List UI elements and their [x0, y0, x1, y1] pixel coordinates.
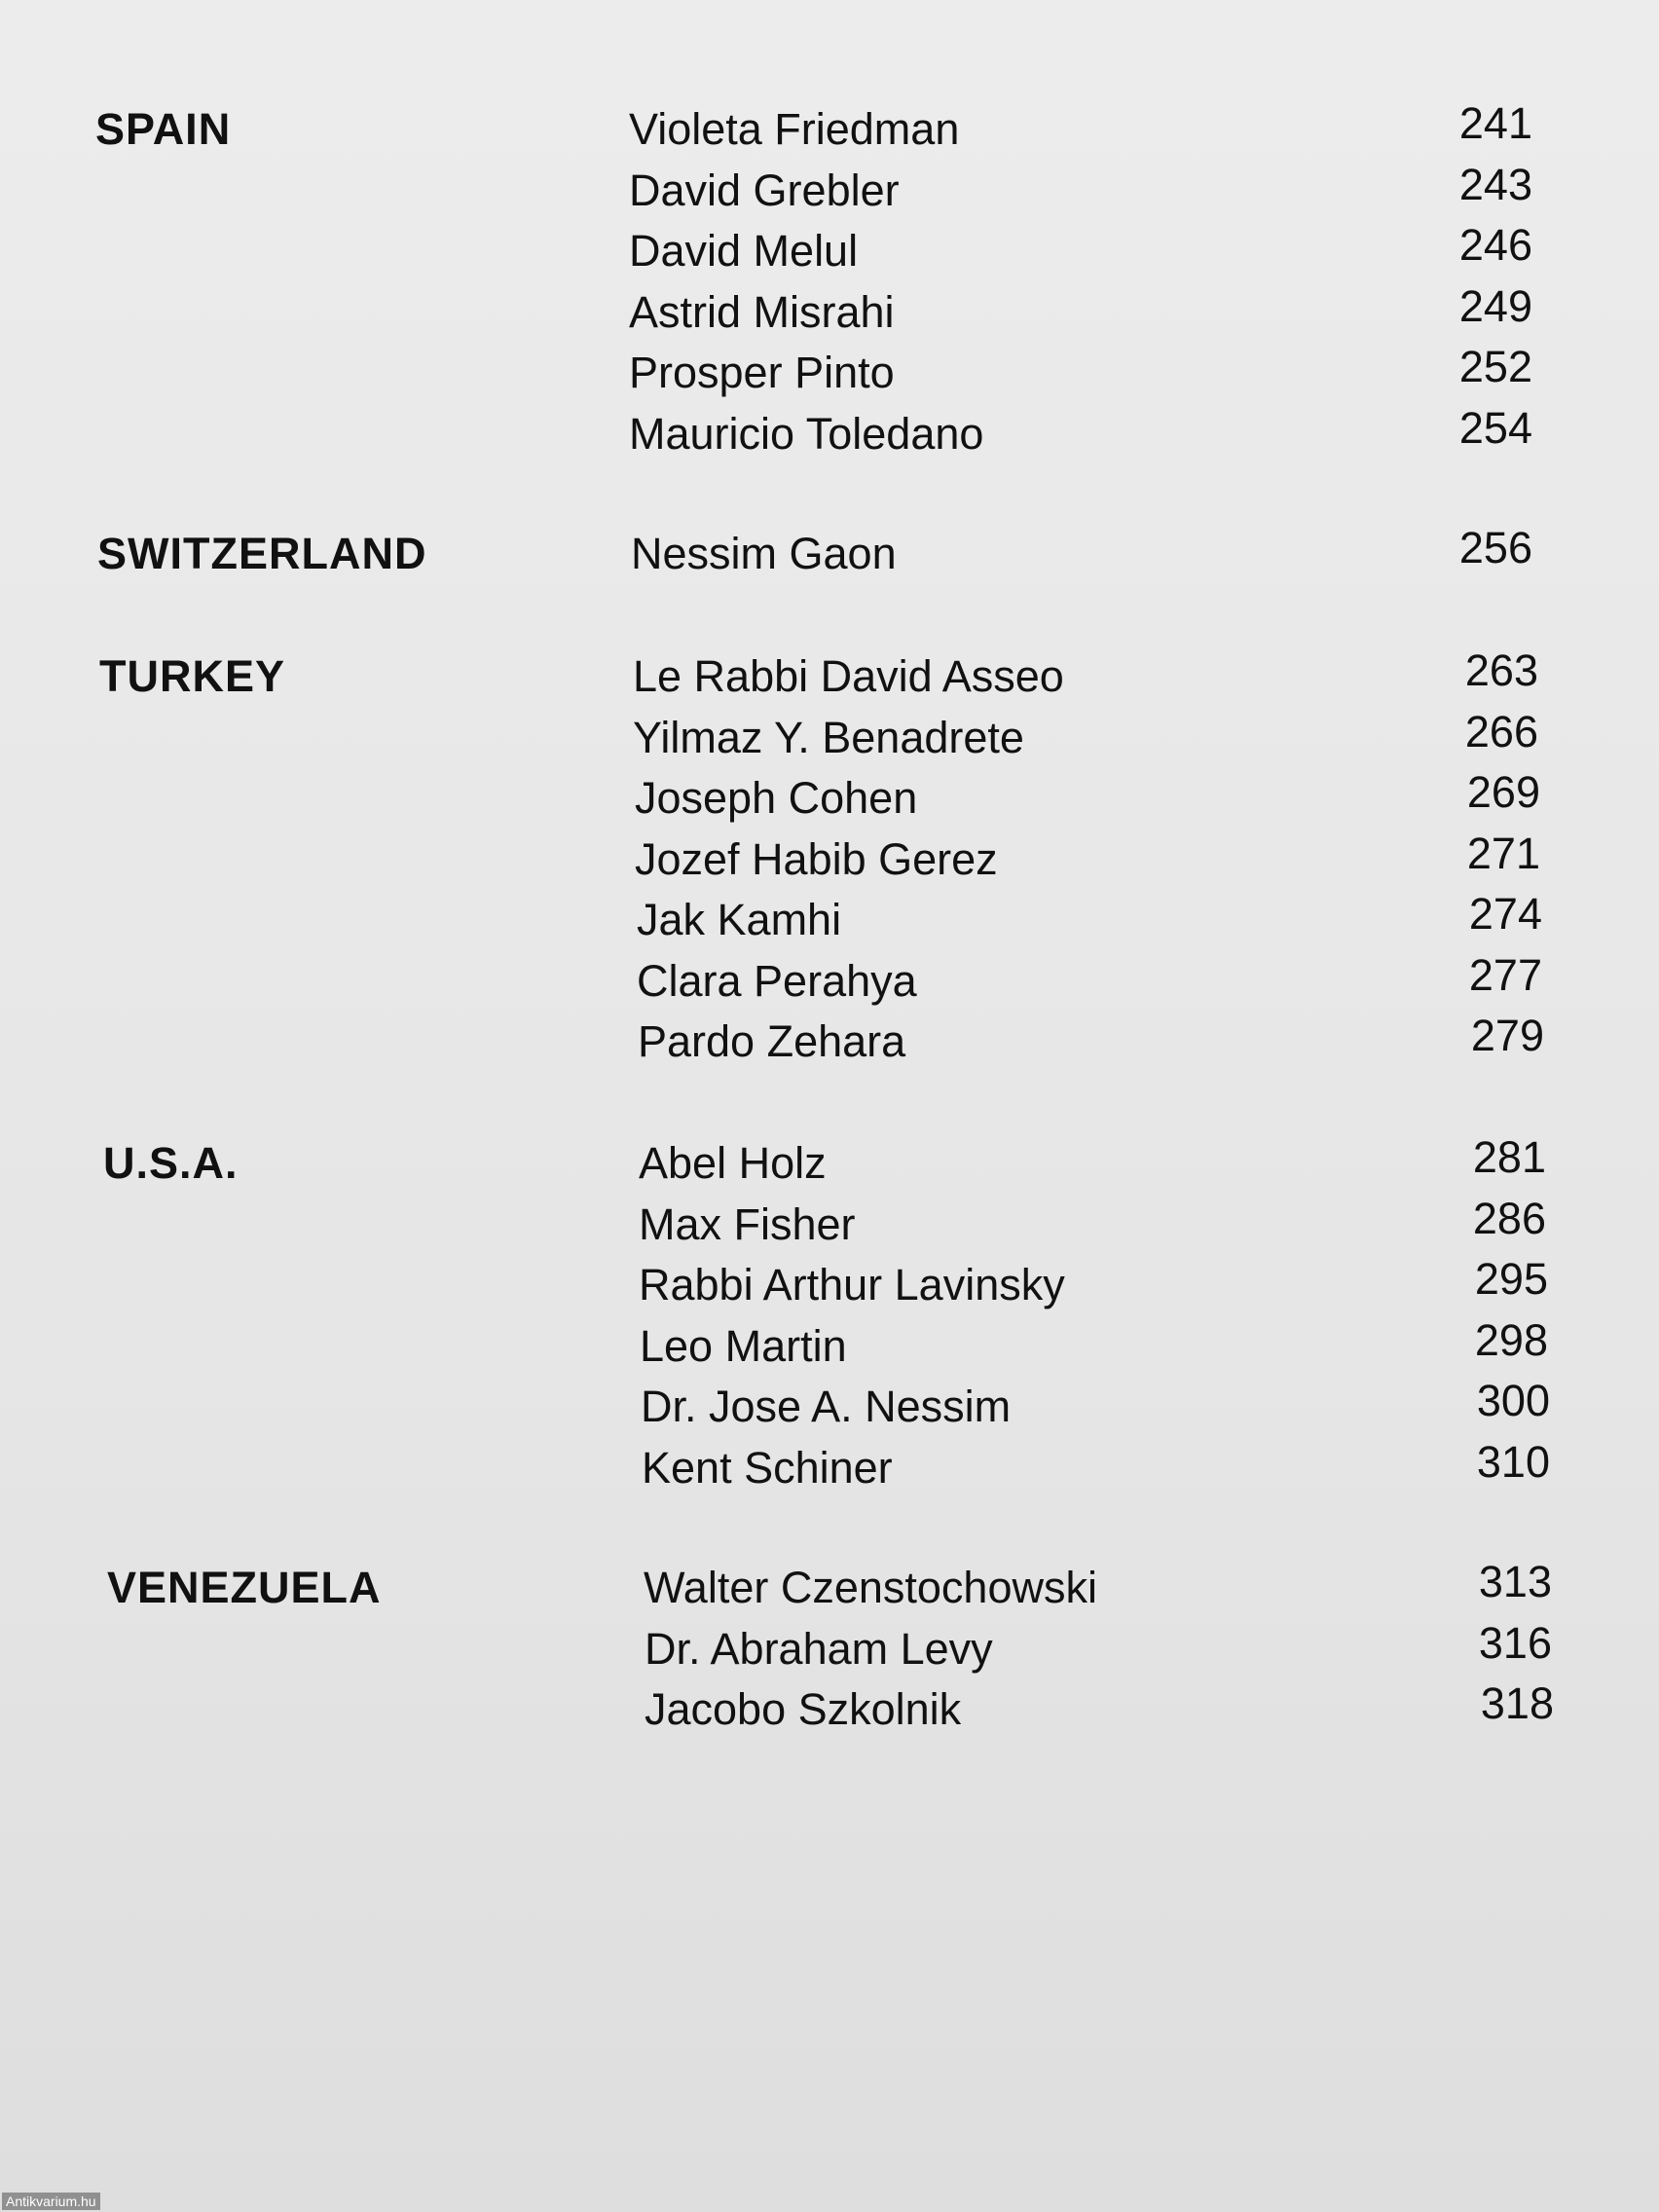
entry-name: David Grebler [629, 165, 900, 215]
entry-page-number: 246 [1458, 220, 1532, 270]
entry-name: Nessim Gaon [631, 529, 897, 578]
country-heading: TURKEY [99, 651, 286, 701]
entry-page-number: 279 [1470, 1011, 1544, 1060]
entry-page-number: 310 [1476, 1436, 1550, 1487]
toc-entry [0, 282, 1659, 344]
entry-name: Leo Martin [640, 1320, 847, 1371]
entry-name: Astrid Misrahi [629, 286, 895, 337]
entry-page-number: 298 [1474, 1314, 1548, 1365]
entry-page-number: 254 [1458, 402, 1532, 453]
toc-entry [0, 1012, 1659, 1073]
entry-page-number: 313 [1478, 1557, 1552, 1606]
entry-page-number: 266 [1464, 706, 1538, 756]
toc-entry [0, 768, 1659, 830]
entry-name: Jak Kamhi [637, 895, 842, 944]
entry-page-number: 271 [1466, 828, 1540, 878]
entry-page-number: 318 [1480, 1678, 1554, 1728]
entry-list [0, 524, 1659, 585]
entry-name: David Melul [629, 226, 859, 276]
entry-list [0, 1558, 1659, 1741]
entry-name: Joseph Cohen [635, 773, 918, 823]
toc-entry [0, 1558, 1659, 1619]
country-heading: VENEZUELA [107, 1563, 382, 1612]
entry-page-number: 243 [1458, 159, 1532, 209]
toc-entry [0, 221, 1659, 282]
entry-list [0, 1133, 1659, 1498]
entry-page-number: 241 [1458, 98, 1532, 148]
toc-entry [0, 1195, 1659, 1256]
entry-name: Pardo Zehara [638, 1016, 906, 1066]
toc-entry [0, 646, 1659, 708]
toc-entry [0, 1255, 1659, 1316]
toc-entry [0, 524, 1659, 585]
entry-page-number: 277 [1468, 949, 1542, 1000]
entry-page-number: 286 [1472, 1193, 1546, 1243]
entry-page-number: 300 [1476, 1376, 1550, 1425]
toc-entry [0, 1316, 1659, 1378]
toc-entry [0, 404, 1659, 465]
country-heading: U.S.A. [103, 1138, 239, 1188]
country-heading: SWITZERLAND [97, 529, 427, 578]
entry-page-number: 316 [1478, 1617, 1552, 1668]
entry-name: Walter Czenstochowski [644, 1563, 1097, 1612]
toc-entry [0, 830, 1659, 891]
entry-page-number: 274 [1468, 889, 1542, 939]
watermark-label: Antikvarium.hu [2, 2193, 100, 2210]
entry-page-number: 295 [1474, 1254, 1548, 1304]
entry-name: Jacobo Szkolnik [645, 1684, 962, 1734]
entry-name: Yilmaz Y. Benadrete [633, 712, 1024, 762]
entry-name: Mauricio Toledano [629, 408, 984, 459]
toc-entry [0, 1438, 1659, 1499]
entry-name: Dr. Abraham Levy [645, 1623, 993, 1674]
entry-list [0, 99, 1659, 464]
toc-entry [0, 161, 1659, 222]
entry-list [0, 646, 1659, 1073]
toc-entry [0, 1619, 1659, 1680]
toc-entry [0, 1679, 1659, 1741]
toc-entry [0, 343, 1659, 404]
entry-name: Le Rabbi David Asseo [633, 651, 1064, 701]
country-heading: SPAIN [95, 104, 232, 154]
entry-page-number: 269 [1466, 767, 1540, 817]
entry-name: Max Fisher [639, 1198, 856, 1249]
entry-name: Jozef Habib Gerez [635, 833, 998, 884]
entry-page-number: 263 [1464, 645, 1538, 695]
entry-name: Dr. Jose A. Nessim [641, 1382, 1012, 1431]
toc-entry [0, 890, 1659, 951]
entry-page-number: 281 [1472, 1132, 1546, 1182]
entry-name: Rabbi Arthur Lavinsky [639, 1260, 1065, 1309]
toc-entry [0, 951, 1659, 1013]
toc-entry [0, 1377, 1659, 1438]
toc-entry [0, 708, 1659, 769]
toc-entry [0, 99, 1659, 161]
entry-page-number: 249 [1458, 280, 1532, 331]
entry-page-number: 252 [1458, 342, 1532, 391]
entry-name: Kent Schiner [642, 1442, 893, 1493]
entry-name: Violeta Friedman [629, 104, 960, 154]
entry-name: Prosper Pinto [629, 348, 895, 397]
entry-page-number: 256 [1458, 523, 1532, 572]
toc-entry [0, 1133, 1659, 1195]
entry-name: Clara Perahya [637, 955, 917, 1006]
entry-name: Abel Holz [639, 1138, 827, 1188]
